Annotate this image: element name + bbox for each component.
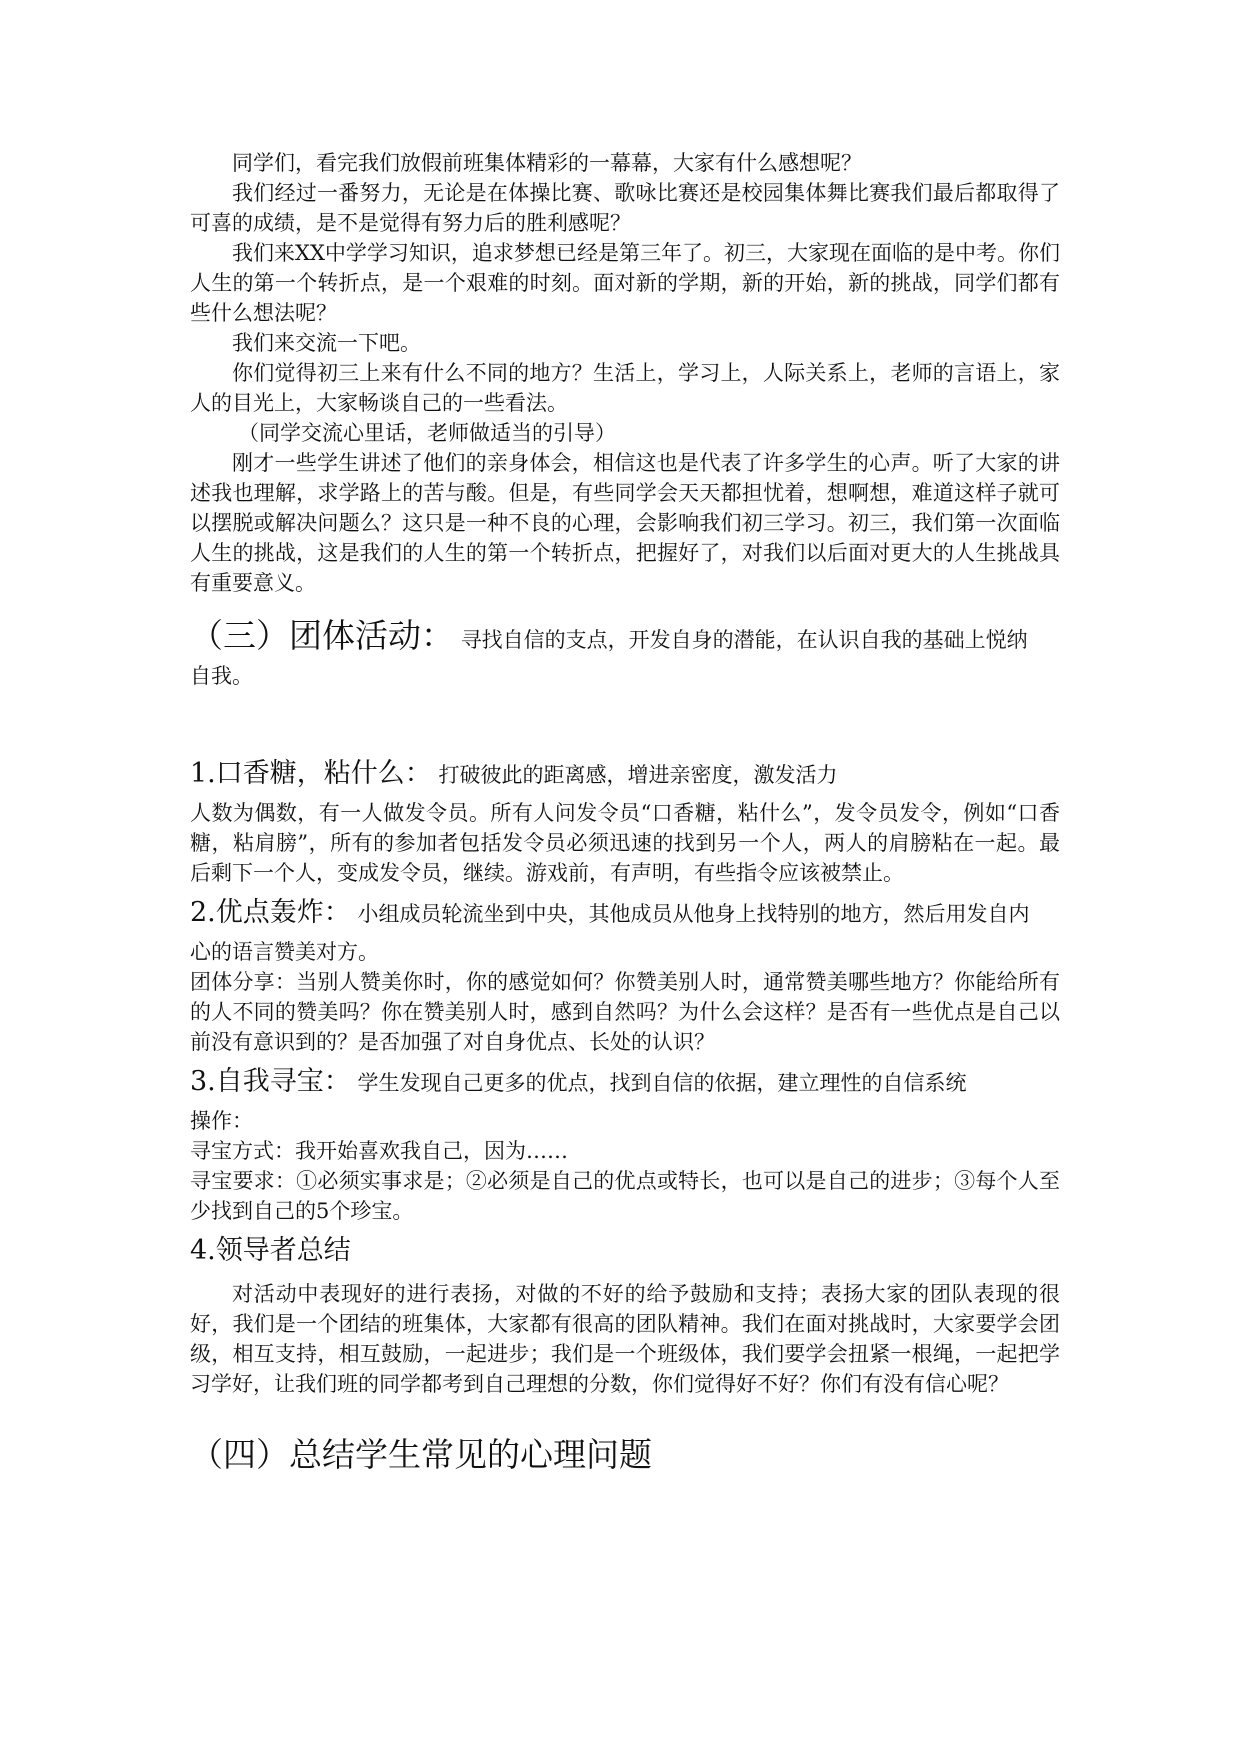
activity-2-title: 2.优点轰炸： — [190, 897, 351, 928]
activity-4-heading — [190, 1234, 1060, 1269]
activity-1-heading — [190, 757, 1060, 792]
intro-paragraph-7: 刚才一些学生讲述了他们的亲身体会，相信这也是代表了许多学生的心声。听了大家的讲述我也理解，求学路上的苦与酸。但是，有些同学会天天都担忧着，想啊想，难道这样子就可以摆脱或解决问题么？这只是一种不良的心理，会影响我们初三学习。初三，我们第一次面临人生的挑战，这是我们的人生的第一个转折点，把握好了，对我们以后面对更大的人生挑战具有重要意义。 — [190, 451, 1060, 595]
activity-3-operation: 操作： — [190, 1109, 253, 1133]
intro-paragraph-5: 你们觉得初三上来有什么不同的地方？生活上，学习上，人际关系上，老师的言语上，家人的目光上，大家畅谈自己的一些看法。 — [190, 361, 1060, 415]
intro-paragraph-3: 我们来XX中学学习知识，追求梦想已经是第三年了。初三，大家现在面临的是中考。你们人生的第一个转折点，是一个艰难的时刻。面对新的学期，新的开始，新的挑战，同学们都有些什么想法呢？ — [190, 241, 1060, 325]
intro-note: （同学交流心里话，老师做适当的引导） — [238, 421, 616, 445]
activity-3-goal: 学生发现自己更多的优点，找到自信的依据，建立理性的自信系统 — [357, 1071, 967, 1095]
activity-3-title: 3.自我寻宝： — [190, 1066, 351, 1097]
document-page — [190, 148, 1060, 1477]
section-3-subtitle: 寻找自信的支点，开发自身的潜能，在认识自我的基础上悦纳 — [460, 628, 1028, 652]
section-3-title: （三）团体活动： — [190, 616, 454, 655]
section-3-subtitle-cont: 自我。 — [190, 664, 253, 688]
intro-paragraph-2: 我们经过一番努力，无论是在体操比赛、歌咏比赛还是校园集体舞比赛我们最后都取得了可喜的成绩，是不是觉得有努力后的胜利感呢？ — [190, 181, 1060, 235]
activity-3-heading — [190, 1065, 1060, 1100]
section-4-title: （四）总结学生常见的心理问题 — [190, 1435, 652, 1474]
intro-paragraph-4: 我们来交流一下吧。 — [232, 331, 421, 355]
activity-2-body: 团体分享：当别人赞美你时，你的感觉如何？你赞美别人时，通常赞美哪些地方？你能给所有的人不同的赞美吗？你在赞美别人时，感到自然吗？为什么会这样？是否有一些优点是自己以前没有意识到的？是否加强了对自身优点、长处的认识？ — [190, 970, 1060, 1054]
activity-1-title: 1.口香糖，粘什么： — [190, 758, 432, 789]
activity-1-body: 人数为偶数，有一人做发令员。所有人问发令员“口香糖，粘什么”，发令员发令，例如“口香糖，粘肩膀”，所有的参加者包括发令员必须迅速的找到另一个人，两人的肩膀粘在一起。最后剩下一个人，变成发令员，继续。游戏前，有声明，有些指令应该被禁止。 — [190, 801, 1060, 885]
activity-3-requirement: 寻宝要求：①必须实事求是；②必须是自己的优点或特长，也可以是自己的进步；③每个人至少找到自己的5个珍宝。 — [190, 1169, 1060, 1223]
activity-4-body: 对活动中表现好的进行表扬，对做的不好的给予鼓励和支持；表扬大家的团队表现的很好，我们是一个团结的班集体，大家都有很高的团队精神。我们在面对挑战时，大家要学会团级，相互支持，相互鼓励，一起进步；我们是一个班级体，我们要学会扭紧一根绳，一起把学习学好，让我们班的同学都考到自己理想的分数，你们觉得好不好？你们有没有信心呢？ — [190, 1282, 1060, 1396]
activity-4-title: 4.领导者总结 — [190, 1235, 351, 1266]
activity-2-heading — [190, 896, 1060, 931]
section-3-heading — [190, 616, 1060, 656]
activity-1-goal: 打破彼此的距离感，增进亲密度，激发活力 — [438, 763, 838, 787]
activity-2-goal: 小组成员轮流坐到中央，其他成员从他身上找特别的地方，然后用发自内 — [357, 902, 1030, 926]
intro-paragraph-1: 同学们，看完我们放假前班集体精彩的一幕幕，大家有什么感想呢？ — [232, 151, 862, 175]
activity-2-goal-cont: 心的语言赞美对方。 — [190, 940, 379, 964]
activity-3-method: 寻宝方式：我开始喜欢我自己，因为…… — [190, 1139, 568, 1163]
